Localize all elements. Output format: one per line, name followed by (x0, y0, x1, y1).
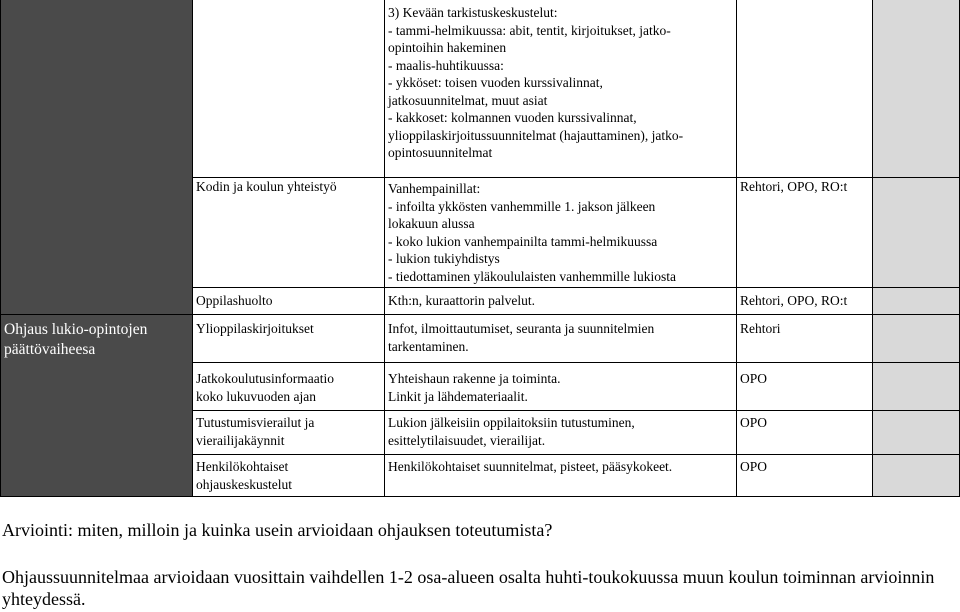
row-1-topic: Kodin ja koulun yhteistyö (196, 179, 337, 194)
row-3-topic: Ylioppilaskirjoitukset (196, 321, 314, 336)
row-2-topic: Oppilashuolto (196, 293, 273, 308)
row-4-content: Yhteishaun rakenne ja toiminta. Linkit ja lähdemateriaalit. (388, 371, 561, 404)
table-border-bottom (0, 496, 960, 497)
row-2-content: Kth:n, kuraattorin palvelut. (388, 293, 535, 308)
row-divider-4 (192, 362, 960, 363)
column-divider-2 (384, 0, 385, 497)
column-divider-4 (872, 0, 873, 497)
evaluation-question: Arviointi: miten, milloin ja kuinka usein arvioidaan ohjauksen toteutumista? (2, 520, 553, 540)
row-divider-3 (0, 314, 960, 315)
row-6-responsible: OPO (740, 459, 768, 474)
table-border-left (0, 0, 1, 497)
section-label: Ohjaus lukio-opintojen päättövaiheesa (4, 321, 148, 358)
section-column-bg (0, 0, 192, 497)
row-divider-6 (192, 454, 960, 455)
row-0-content: 3) Kevään tarkistuskeskustelut: - tammi-helmikuussa: abit, tentit, kirjoitukset, jatko- opintoihin hakeminen - maalis-huhtikuussa: - ykköset: toisen vuoden kurssivalinnat, jatkosuunnitelmat, muut asiat - kakkoset: kolmannen vuoden kurssivalinnat, ylioppilaskirjoitussuunnitelmat (hajauttaminen), jatko- opintosuunnitelmat (388, 5, 684, 160)
row-1-responsible: Rehtori, OPO, RO:t (740, 179, 848, 194)
column-divider-3 (736, 0, 737, 497)
row-divider-5 (192, 410, 960, 411)
extra-column-bg (872, 0, 960, 497)
row-5-topic: Tutustumisvierailut ja vierailijakäynnit (196, 415, 315, 448)
row-1-content: Vanhempainillat: - infoilta ykkösten vanhemmille 1. jakson jälkeen lokakuun alussa - koko lukion vanhempainilta tammi-helmikuussa - lukion tukiyhdistys - tiedottaminen yläkoululaisten vanhemmille lukiosta (388, 181, 676, 284)
row-4-topic: Jatkokoulutusinformaatio koko lukuvuoden ajan (196, 371, 334, 404)
row-5-content: Lukion jälkeisiin oppilaitoksiin tutustuminen, esittelytilaisuudet, vierailijat. (388, 415, 635, 448)
row-divider-2 (192, 287, 960, 288)
row-2-responsible: Rehtori, OPO, RO:t (740, 293, 848, 308)
evaluation-answer: Ohjaussuunnitelmaa arvioidaan vuosittain vaihdellen 1-2 osa-alueen osalta huhti-toukokuussa muun koulun toiminnan arvioinnin yhteydessä. (2, 567, 935, 609)
row-6-topic: Henkilökohtaiset ohjauskeskustelut (196, 459, 292, 492)
row-3-responsible: Rehtori (740, 321, 781, 336)
row-5-responsible: OPO (740, 415, 768, 430)
row-6-content: Henkilökohtaiset suunnitelmat, pisteet, pääsykokeet. (388, 459, 673, 474)
row-3-content: Infot, ilmoittautumiset, seuranta ja suunnitelmien tarkentaminen. (388, 321, 655, 354)
column-divider-1 (192, 0, 193, 497)
row-4-responsible: OPO (740, 371, 768, 386)
